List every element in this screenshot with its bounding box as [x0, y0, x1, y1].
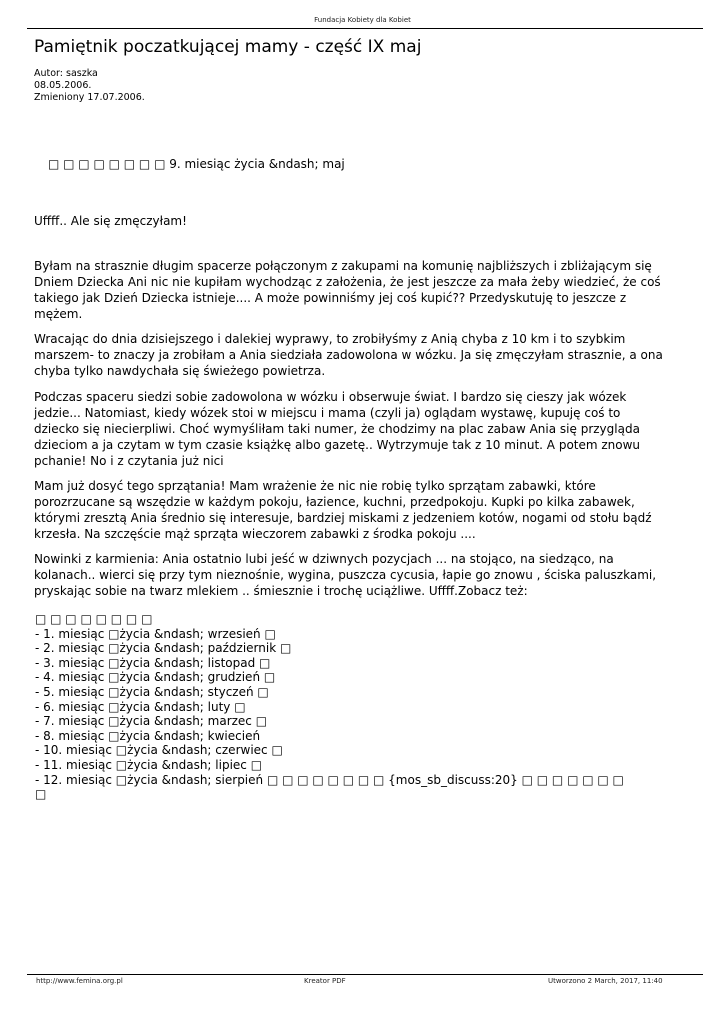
- paragraph-line: którymi zresztą Ania średnio się interesuje, bardziej miskami z jedzeniem kotów, nogami od stołu bądź: [34, 511, 652, 525]
- paragraph-line: dziecko się niecierpliwi. Choć wymyśliłam taki numer, że chodzimy na plac zabaw Ania się przygląda: [34, 422, 640, 436]
- see-also-link[interactable]: - 7. miesiąc □życia &ndash; marzec □: [35, 714, 268, 729]
- see-also-link[interactable]: - 4. miesiąc □życia &ndash; grudzień □: [35, 670, 276, 685]
- article-meta: [34, 68, 145, 104]
- see-also-link[interactable]: - 6. miesiąc □życia &ndash; luty □: [35, 699, 246, 714]
- paragraph-line: mężem.: [34, 307, 83, 321]
- footer-created: Utworzono 2 March, 2017, 11:40: [548, 977, 663, 985]
- paragraph-line: krzesła. Na szczęście mąż sprząta wieczorem zabawki z środka pokoju ....: [34, 527, 476, 541]
- paragraph-line: marszem- to znaczy ja zrobiłam a Ania siedziała zadowolona w wózku. Ja się zmęczyłam strasznie, a ona: [34, 348, 663, 362]
- paragraph-line: Podczas spaceru siedzi sobie zadowolona w wózku i obserwuje świat. I bardzo się cieszy jak wózek: [34, 390, 627, 404]
- paragraph-cleaning: [34, 478, 702, 542]
- see-also-header: □ □ □ □ □ □ □ □: [35, 612, 153, 626]
- paragraph-line: kolanach.. wierci się przy tym nieznośnie, wygina, puszcza cycusia, łapie go znowu , ściska paluszkami,: [34, 568, 657, 582]
- site-header: Fundacja Kobiety dla Kobiet: [314, 16, 411, 24]
- paragraph-line: jedzie... Natomiast, kiedy wózek stoi w miejscu i mama (czyli ja) oglądam wystawę, kupuję coś to: [34, 406, 621, 420]
- see-also-link[interactable]: - 8. miesiąc □życia &ndash; kwiecień: [35, 728, 261, 743]
- intro-line: Uffff.. Ale się zmęczyłam!: [34, 214, 187, 228]
- footer-divider: [27, 974, 703, 975]
- see-also-link[interactable]: - 2. miesiąc □życia &ndash; październik □: [35, 641, 292, 656]
- date-line: 08.05.2006.: [34, 80, 92, 91]
- paragraph-line: chyba tylko nawdychała się świeżego powietrza.: [34, 364, 326, 378]
- paragraph-line: dzieciom a ja czytam w tym czasie książkę albo gazetę.. Wytrzymuje tak z 10 minut. A potem znowu: [34, 438, 641, 452]
- intro-paragraph: [34, 213, 702, 229]
- paragraph-feeding: [34, 551, 702, 599]
- paragraph-line: Mam już dosyć tego sprzątania! Mam wrażenie że nic nie robię tylko sprzątam zabawki, które: [34, 479, 596, 493]
- see-also-link[interactable]: - 12. miesiąc □życia &ndash; sierpień □ □ □ □ □ □ □ □ {mos_sb_discuss:20} □ □ □ □ □ □ □: [35, 772, 624, 787]
- paragraph-line: Dniem Dziecka Ani nic nie kupiłam wychodząc z założenia, że jest jeszcze za mała żeby wiedzieć, że coś: [34, 275, 661, 289]
- paragraph-line: Wracając do dnia dzisiejszego i dalekiej wyprawy, to zrobiłyśmy z Anią chyba z 10 km i to szybkim: [34, 332, 626, 346]
- paragraph-line: pchanie! No i z czytania już nici: [34, 454, 224, 468]
- see-also-link[interactable]: - 5. miesiąc □życia &ndash; styczeń □: [35, 684, 269, 699]
- see-also-link[interactable]: - 1. miesiąc □życia &ndash; wrzesień □: [35, 626, 276, 641]
- see-also-list: [35, 612, 624, 802]
- paragraph-return: [34, 331, 702, 379]
- paragraph-walk: [34, 258, 702, 322]
- header-divider: [27, 28, 703, 29]
- section-subtitle: □ □ □ □ □ □ □ □ 9. miesiąc życia &ndash; maj: [48, 157, 345, 171]
- paragraph-line: Byłam na strasznie długim spacerze połączonym z zakupami na komunię najbliższych i zbliżającym się: [34, 259, 652, 273]
- page-title: Pamiętnik poczatkującej mamy - część IX maj: [34, 37, 422, 57]
- footer-generator: Kreator PDF: [304, 977, 346, 985]
- paragraph-line: Nowinki z karmienia: Ania ostatnio lubi jeść w dziwnych pozycjach ... na stojąco, na siedząco, na: [34, 552, 614, 566]
- paragraph-line: porozrzucane są wszędzie w każdym pokoju, łazience, kuchni, przedpokoju. Kupki po kilka zabawek,: [34, 495, 635, 509]
- see-also-link[interactable]: - 10. miesiąc □życia &ndash; czerwiec □: [35, 743, 283, 758]
- modified-line: Zmieniony 17.07.2006.: [34, 92, 145, 103]
- see-also-link[interactable]: - 11. miesiąc □życia &ndash; lipiec □: [35, 757, 263, 772]
- paragraph-stroller: [34, 389, 702, 469]
- footer-url[interactable]: http://www.femina.org.pl: [36, 977, 123, 985]
- see-also-trailer: □: [35, 787, 47, 802]
- paragraph-line: pryskając sobie na twarz mlekiem .. śmiesznie i trochę uciążliwe. Uffff.Zobacz też:: [34, 584, 528, 598]
- paragraph-line: takiego jak Dzień Dziecka istnieje.... A może powinniśmy jej coś kupić?? Przedyskutuję to jeszcze z: [34, 291, 627, 305]
- author-line: Autor: saszka: [34, 68, 98, 79]
- see-also-link[interactable]: - 3. miesiąc □życia &ndash; listopad □: [35, 655, 271, 670]
